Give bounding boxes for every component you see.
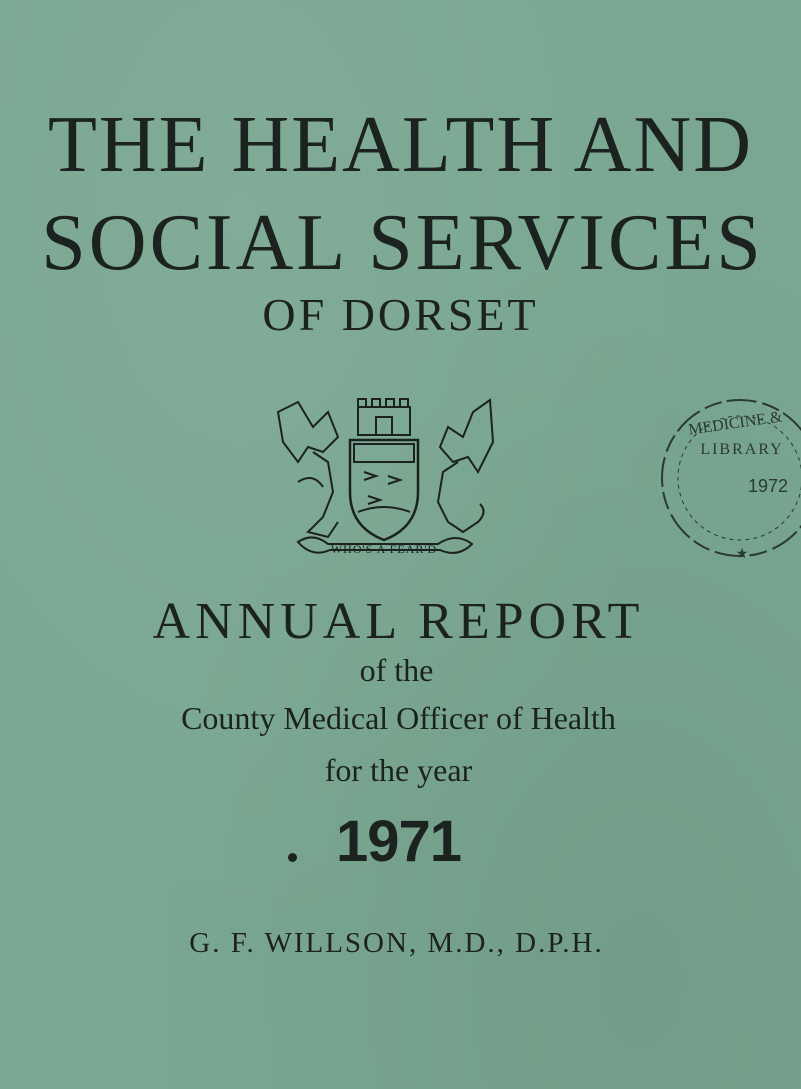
title-line-3: OF DORSET bbox=[262, 289, 539, 340]
title-line-1: THE HEALTH AND bbox=[48, 101, 753, 189]
report-line-of-the: of the bbox=[359, 652, 434, 688]
stamp-text-middle: LIBRARY bbox=[700, 441, 784, 458]
crest-motto: WHO'S A FEAR'D bbox=[330, 542, 438, 556]
stamp-text-top: MEDICINE & bbox=[687, 408, 784, 439]
report-line-officer: County Medical Officer of Health bbox=[181, 700, 616, 736]
ink-dot bbox=[288, 853, 297, 862]
report-year: 1971 bbox=[335, 809, 462, 874]
library-stamp-icon bbox=[640, 382, 801, 582]
report-line-for-the-year: for the year bbox=[324, 752, 473, 788]
report-heading: ANNUAL REPORT bbox=[152, 593, 645, 650]
author-credit: G. F. WILLSON, M.D., D.P.H. bbox=[189, 927, 604, 959]
coat-of-arms-icon bbox=[268, 392, 500, 562]
stamp-date: 1972 bbox=[747, 476, 789, 496]
title-line-2: SOCIAL SERVICES bbox=[41, 199, 764, 287]
svg-text:★: ★ bbox=[735, 546, 749, 562]
